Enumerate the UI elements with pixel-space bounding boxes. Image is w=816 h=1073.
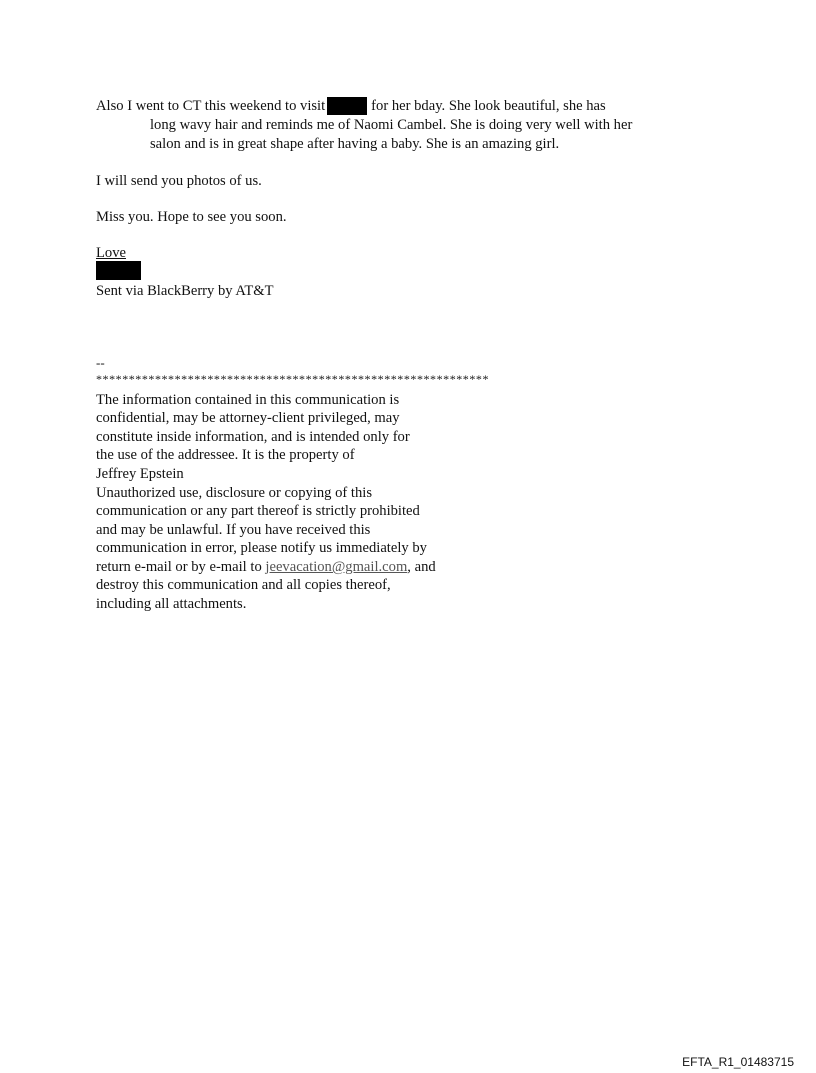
disclaimer-line: Unauthorized use, disclosure or copying of this bbox=[96, 485, 373, 501]
disclaimer-line: The information contained in this communication is bbox=[96, 392, 400, 408]
disclaimer-line: communication in error, please notify us immediately by bbox=[96, 540, 427, 556]
disclaimer-line: destroy this communication and all copies thereof, bbox=[96, 577, 391, 593]
sent-via-blackberry: Sent via BlackBerry by AT&T bbox=[96, 283, 274, 299]
disclaimer-line: the use of the addressee. It is the property of bbox=[96, 447, 355, 463]
disclaimer-text: , and bbox=[407, 559, 436, 575]
disclaimer-line: Jeffrey Epstein bbox=[96, 466, 184, 482]
body-paragraph-1-line-1 bbox=[96, 97, 606, 116]
email-link[interactable]: jeevacation@gmail.com bbox=[265, 559, 408, 575]
separator-stars: ************************************************************ bbox=[96, 372, 489, 386]
body-paragraph-3: Miss you. Hope to see you soon. bbox=[96, 209, 287, 225]
document-id: EFTA_R1_01483715 bbox=[682, 1055, 794, 1069]
disclaimer-line: communication or any part thereof is strictly prohibited bbox=[96, 503, 420, 519]
body-text: for her bday. She look beautiful, she has bbox=[371, 98, 606, 114]
redaction-box bbox=[327, 97, 367, 115]
body-paragraph-1-line-2: long wavy hair and reminds me of Naomi Cambel. She is doing very well with her bbox=[150, 117, 633, 133]
disclaimer-line: confidential, may be attorney-client privileged, may bbox=[96, 410, 400, 426]
body-text: Also I went to CT this weekend to visit bbox=[96, 98, 326, 114]
redaction-box-signature bbox=[96, 261, 141, 280]
body-paragraph-2: I will send you photos of us. bbox=[96, 173, 262, 189]
disclaimer-line-email bbox=[96, 558, 436, 576]
disclaimer-text: return e-mail or by e-mail to bbox=[96, 559, 262, 575]
disclaimer-line: and may be unlawful. If you have received this bbox=[96, 522, 371, 538]
disclaimer-line: including all attachments. bbox=[96, 596, 247, 612]
disclaimer-line: constitute inside information, and is intended only for bbox=[96, 429, 410, 445]
separator-dashes: -- bbox=[96, 355, 105, 370]
closing-love: Love bbox=[96, 245, 126, 261]
body-paragraph-1-line-3: salon and is in great shape after having a baby. She is an amazing girl. bbox=[150, 136, 560, 152]
